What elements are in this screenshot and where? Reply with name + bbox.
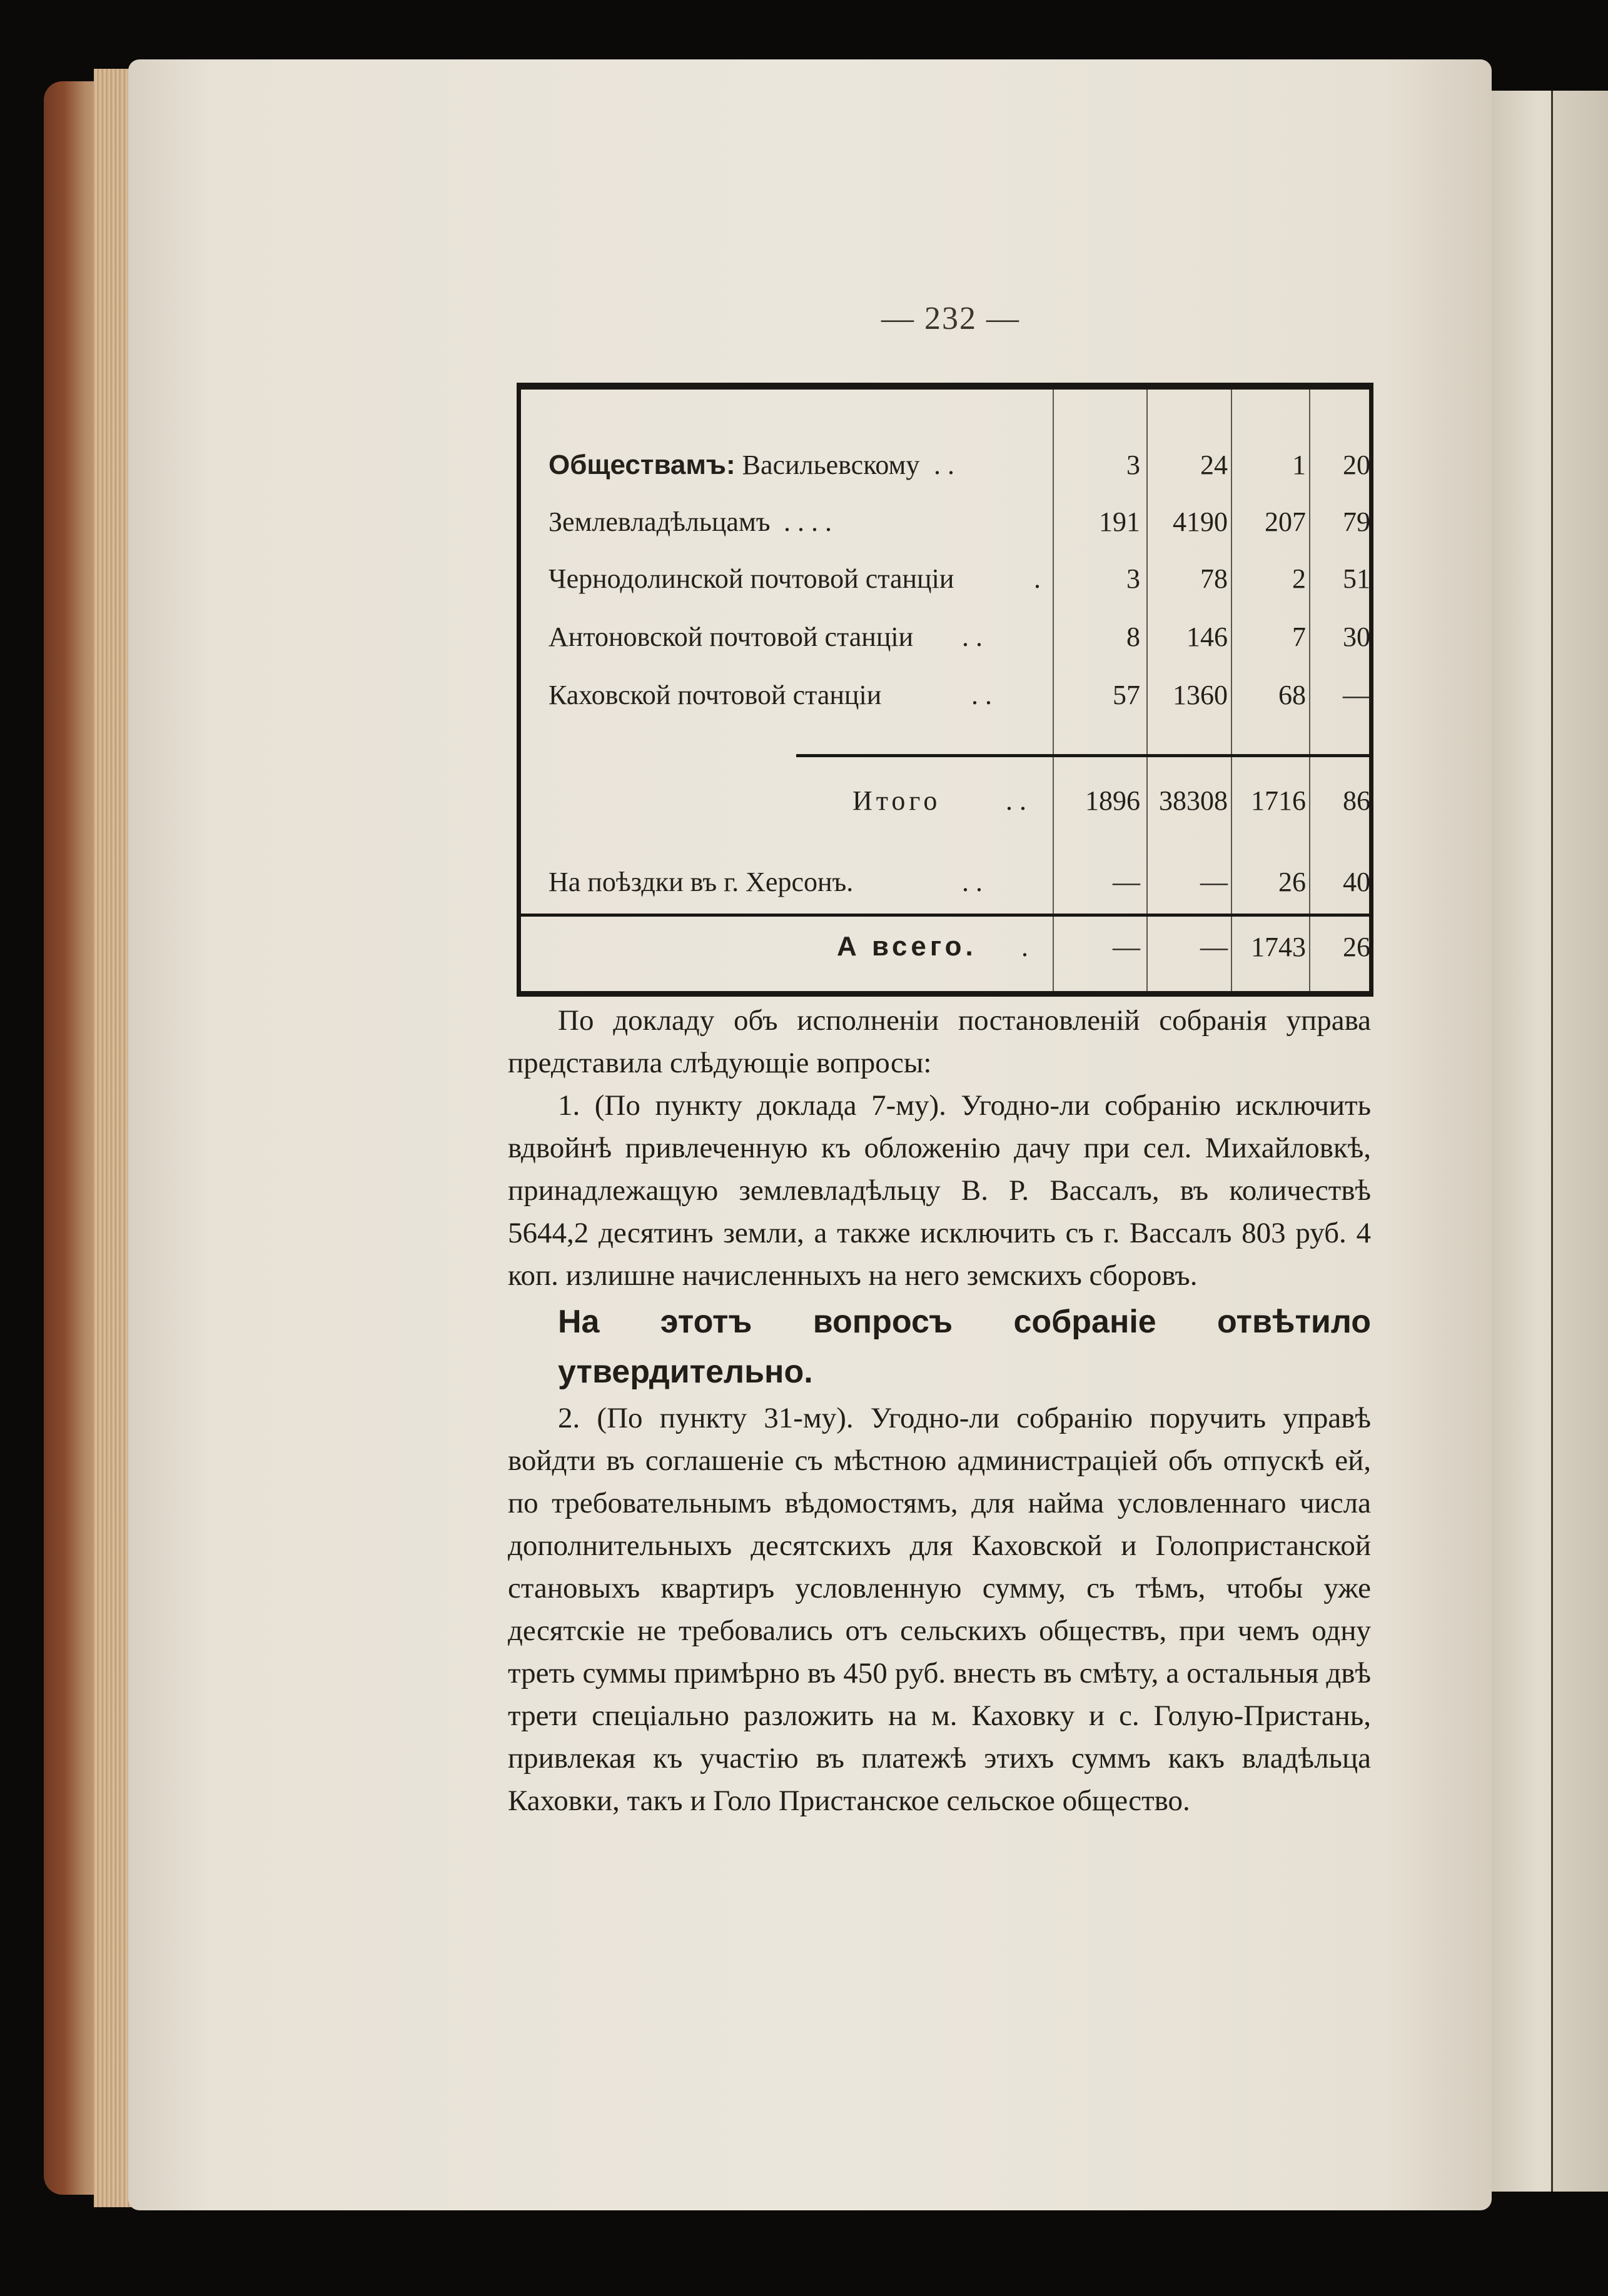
page-number: — 232 —	[881, 301, 1020, 336]
cell-c2: 146	[1186, 622, 1228, 652]
row-dots: . .	[1006, 785, 1026, 816]
expense-table	[517, 383, 1373, 997]
cell-c2: 1360	[1173, 680, 1228, 710]
cell-c1: 3	[1126, 450, 1140, 480]
assembly-answer: На этотъ вопросъ собраніе отвѣтило утвердительно.	[558, 1304, 1371, 1390]
cell-c1: —	[1113, 867, 1140, 897]
right-page-fore-edge	[1551, 91, 1608, 2192]
table-row	[521, 679, 1369, 723]
grand-total-rule	[521, 914, 1372, 917]
table-row	[521, 506, 1369, 550]
intro-paragraph: По докладу объ исполненіи постановленій собранія управа представила слѣдующіе вопросы:	[508, 1004, 1371, 1079]
cell-c4: 20	[1343, 450, 1370, 480]
row-dots: . .	[962, 867, 983, 897]
question-2: 2. (По пункту 31-му). Угодно-ли собранію поручить управѣ войдти въ соглашеніе съ мѣстною администраціей объ отпускѣ ей, по требовательнымъ вѣдомостямъ, для найма условленнаго числа дополнительныхъ десятскихъ для Каховской и Голопристанской становыхъ квартиръ условленную сумму, съ тѣмъ, чтобы уже десятскіе не требовались отъ сельскихъ обществъ, при чемъ одну треть суммы примѣрно въ 450 руб. внесть въ смѣту, а остальныя двѣ трети спеціально разложить на м. Каховку и с. Голую-Пристань, привлекая къ участію въ платежѣ этихъ суммъ какъ владѣльца Каховки, такъ и Голо Пристанское сельское общество.	[508, 1402, 1371, 1817]
table-row	[521, 563, 1369, 607]
cell-c2: 4190	[1173, 506, 1228, 537]
cell-c4: 79	[1343, 506, 1370, 537]
cell-c4: 26	[1343, 932, 1370, 962]
cell-c3: 207	[1265, 506, 1306, 537]
cell-c1: 191	[1099, 506, 1140, 537]
row-label: Антоновской почтовой станціи	[549, 622, 914, 652]
cell-c4: —	[1343, 680, 1370, 710]
subtotal-rule	[796, 754, 1372, 757]
question-1: 1. (По пункту доклада 7-му). Угодно-ли собранію исключить вдвойнѣ привлеченную къ обложенію дачу при сел. Михайловкѣ, принадлежащую землевладѣльцу В. Р. Вассалъ, въ количествѣ 5644,2 десятинъ земли, а также исключить съ г. Вассалъ 803 руб. 4 коп. излишне начисленныхъ на него земскихъ сборовъ.	[508, 1089, 1371, 1292]
cell-c3: 7	[1292, 622, 1306, 652]
cell-c4: 30	[1343, 622, 1370, 652]
cell-c4: 40	[1343, 867, 1370, 897]
table-row-grand-total	[521, 931, 1369, 975]
row-label: Землевладѣльцамъ	[549, 506, 771, 537]
cell-c1: 1896	[1085, 785, 1140, 816]
cell-c1: 8	[1126, 622, 1140, 652]
cell-c2: 24	[1200, 450, 1228, 480]
row-label: На поѣздки въ г. Херсонъ.	[549, 867, 854, 897]
row-label: Чернодолинской почтовой станціи	[549, 563, 954, 594]
cell-c3: 68	[1278, 680, 1306, 710]
row-label-bold: Обществамъ:	[549, 450, 736, 480]
table-row-trips	[521, 866, 1369, 910]
row-label: Каховской почтовой станціи	[549, 680, 882, 710]
row-label: Васильевскому	[735, 450, 920, 480]
table-row-total	[521, 785, 1369, 828]
cell-c2: 38308	[1159, 785, 1228, 816]
row-dots: . .	[971, 680, 992, 710]
row-dots: . . . .	[784, 506, 832, 537]
cell-c1: 57	[1113, 680, 1140, 710]
cell-c3: 2	[1292, 563, 1306, 594]
row-label: А всего.	[837, 931, 977, 962]
row-dots: .	[1021, 932, 1028, 962]
row-dots: . .	[962, 622, 983, 652]
cell-c2: —	[1200, 932, 1228, 962]
cell-c4: 86	[1343, 785, 1370, 816]
table-row	[521, 449, 1369, 493]
table-row	[521, 621, 1369, 665]
body-text	[508, 999, 1371, 1822]
cell-c2: —	[1200, 867, 1228, 897]
cell-c1: —	[1113, 932, 1140, 962]
cell-c3: 1716	[1251, 785, 1306, 816]
row-label: Итого	[852, 785, 941, 816]
cell-c1: 3	[1126, 563, 1140, 594]
cell-c3: 1	[1292, 450, 1306, 480]
row-dots: .	[1034, 563, 1041, 594]
cell-c4: 51	[1343, 563, 1370, 594]
row-dots: . .	[934, 450, 954, 480]
cell-c3: 26	[1278, 867, 1306, 897]
cell-c3: 1743	[1251, 932, 1306, 962]
cell-c2: 78	[1200, 563, 1228, 594]
